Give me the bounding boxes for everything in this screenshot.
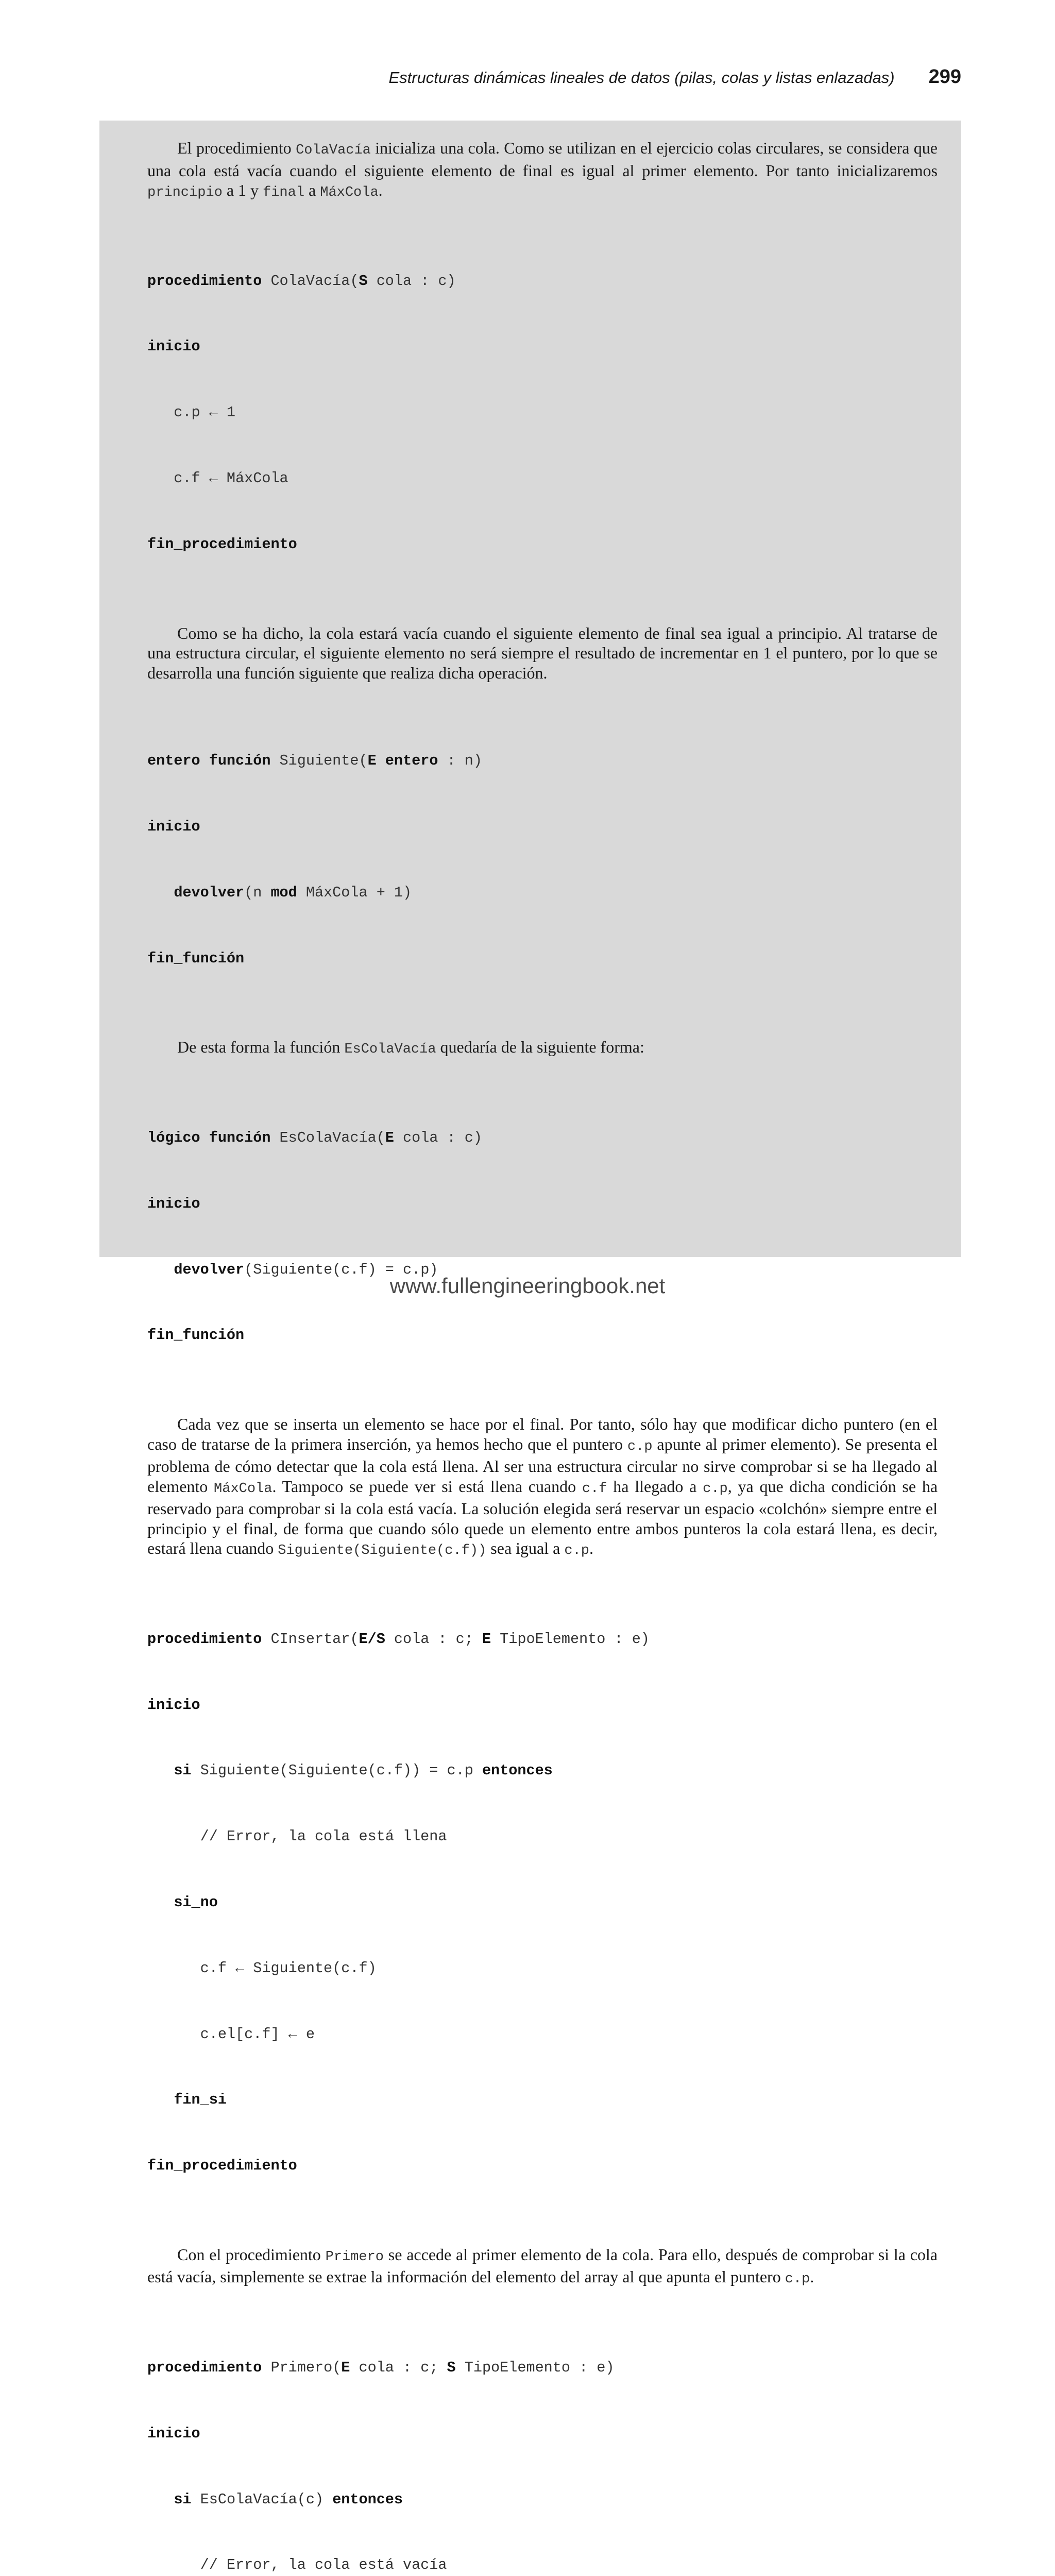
- code-block-siguiente: entero función Siguiente(E entero : n) inicio devolver(n mod MáxCola + 1) fin_función: [147, 752, 482, 967]
- code-block-cinsertar: procedimiento CInsertar(E/S cola : c; E TipoElemento : e) inicio si Siguiente(Siguiente(c.f)) = c.p entonces // Error, la cola está llena si_no c.f ← Siguiente(c.f) c.el[c.f] ← e fin_si fin_procedimiento: [147, 1630, 650, 2175]
- code-block-colavacia: procedimiento ColaVacía(S cola : c) inicio c.p ← 1 c.f ← MáxCola fin_procedimiento: [147, 272, 456, 553]
- code-block-escolavacia: lógico función EsColaVacía(E cola : c) inicio devolver(Siguiente(c.f) = c.p) fin_función: [147, 1129, 482, 1344]
- paragraph-colavacia-intro: El procedimiento ColaVacía inicializa una cola. Como se utilizan en el ejercicio colas circulares, se considera que una cola está vacía cuando el siguiente elemento de final es igual al primer elemento. Por tanto inicializaremos principio a 1 y final a MáxCola.: [147, 139, 938, 200]
- code-block-primero: procedimiento Primero(E cola : c; S TipoElemento : e) inicio si EsColaVacía(c) entonces // Error, la cola está vacía: [147, 2359, 615, 2574]
- footer-watermark-url: www.fullengineeringbook.net: [389, 1274, 666, 1298]
- paragraph-siguiente-intro: Como se ha dicho, la cola estará vacía cuando el siguiente elemento de final sea igual a principio. Al tratarse de una estructura circular, el siguiente elemento no será siempre el resultado de incrementar en 1 el puntero, por lo que se desarrolla una función siguiente que realiza dicha operación.: [147, 623, 938, 682]
- page-number: 299: [928, 66, 961, 88]
- paragraph-insertar-intro: Cada vez que se inserta un elemento se hace por el final. Por tanto, sólo hay que modificar dicho puntero (en el caso de tratarse de la primera inserción, ya hemos hecho que el puntero c.p apunte al primer elemento). Se presenta el problema de cómo detectar que la cola está llena. Al ser una estructura circular no sirve comprobar si se ha llegado al elemento MáxCola. Tampoco se puede ver si está llena cuando c.f ha llegado a c.p, ya que dicha condición se ha reservado para comprobar si la cola está vacía. La solución elegida será reservar un espacio «colchón» siempre entre el principio y el final, de forma que cuando sólo quede un elemento entre ambos punteros la cola estará llena, es decir, estará llena cuando Siguiente(Siguiente(c.f)) sea igual a c.p.: [147, 1415, 938, 1559]
- running-header: [0, 66, 961, 88]
- running-title: Estructuras dinámicas lineales de datos (pilas, colas y listas enlazadas): [388, 69, 895, 87]
- paragraph-escolavacia-intro: De esta forma la función EsColaVacía quedaría de la siguiente forma:: [177, 1038, 644, 1058]
- paragraph-primero-intro: Con el procedimiento Primero se accede al primer elemento de la cola. Para ello, después de comprobar si la cola está vacía, simplemente se extrae la información del elemento del array al que apunta el puntero c.p.: [147, 2245, 938, 2287]
